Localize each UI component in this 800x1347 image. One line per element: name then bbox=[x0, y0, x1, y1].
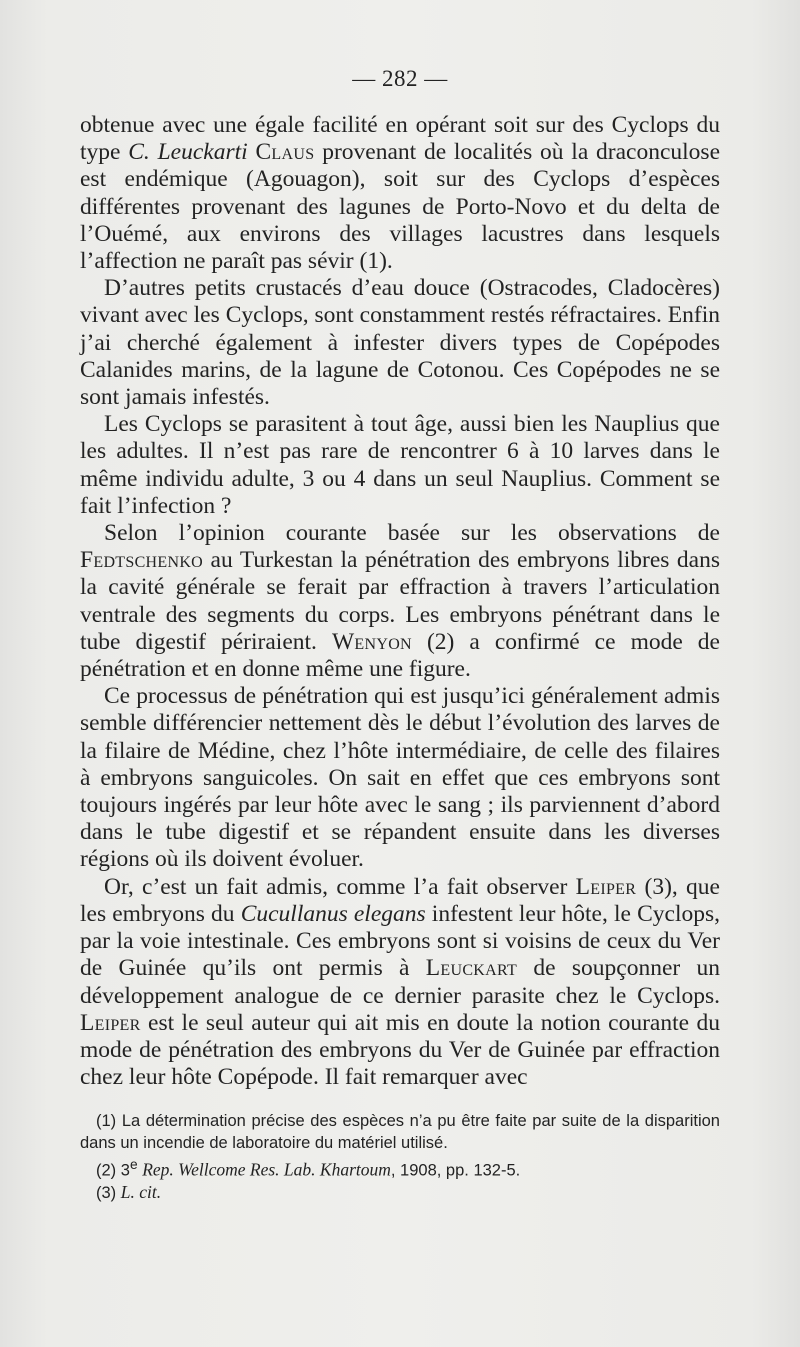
paragraph: Les Cyclops se parasitent à tout âge, aussi bien les Nauplius que les adultes. Il n’est pas rare de rencontrer 6 à 10 larves dans le même individu adulte, 3 ou 4 dans un seul Nauplius. Comment se fait l’infection ? bbox=[80, 411, 720, 519]
body-text bbox=[80, 112, 720, 1091]
paragraph: D’autres petits crustacés d’eau douce (Ostracodes, Cladocères) vivant avec les Cyclops, sont constamment restés réfractaires. Enfin j’ai cherché également à infester divers types de Copépodes Calanides marins, de la lagune de Cotonou. Ces Copépodes ne se sont jamais infestés. bbox=[80, 275, 720, 411]
paragraph: Selon l’opinion courante basée sur les observations de Fedtschenko au Turkestan la pénétration des embryons libres dans la cavité générale se ferait par effraction à travers l’articulation ventrale des segments du corps. Les embryons pénétrant dans le tube digestif périraient. Wenyon (2) a confirmé ce mode de pénétration et en donne même une figure. bbox=[80, 520, 720, 683]
page-number: — 282 — bbox=[352, 66, 448, 91]
paragraph: obtenue avec une égale facilité en opérant soit sur des Cyclops du type C. Leuckarti Claus provenant de localités où la draconculose est endémique (Agouagon), soit sur des Cyclops d’espèces différentes provenant des lagunes de Porto-Novo et du delta de l’Ouémé, aux environs des villages lacustres dans lesquels l’affection ne paraît pas sévir (1). bbox=[80, 112, 720, 275]
footnote: (1) La détermination précise des espèces n’a pu être faite par suite de la disparition dans un incendie de laboratoire du matériel utilisé. bbox=[80, 1112, 720, 1152]
paragraph: Ce processus de pénétration qui est jusqu’ici généralement admis semble différencier nettement dès le début l’évolution des larves de la filaire de Médine, chez l’hôte intermédiaire, de celle des filaires à embryons sanguicoles. On sait en effet que ces embryons sont toujours ingérés par leur hôte avec le sang ; ils parviennent d’abord dans le tube digestif et se répandent ensuite dans les diverses régions où ils doivent évoluer. bbox=[80, 683, 720, 873]
footnote: (3) L. cit. bbox=[96, 1182, 162, 1202]
footnote: (2) 3e Rep. Wellcome Res. Lab. Khartoum, 1908, pp. 132-5. bbox=[96, 1157, 521, 1180]
paragraph: Or, c’est un fait admis, comme l’a fait observer Leiper (3), que les embryons du Cucullanus elegans infestent leur hôte, le Cyclops, par la voie intestinale. Ces embryons sont si voisins de ceux du Ver de Guinée qu’ils ont permis à Leuckart de soupçonner un développement analogue de ce dernier parasite chez le Cyclops. Leiper est le seul auteur qui ait mis en doute la notion courante du mode de pénétration des embryons du Ver de Guinée par effraction chez leur hôte Copépode. Il fait remarquer avec bbox=[80, 873, 720, 1091]
footnotes bbox=[80, 1111, 720, 1205]
